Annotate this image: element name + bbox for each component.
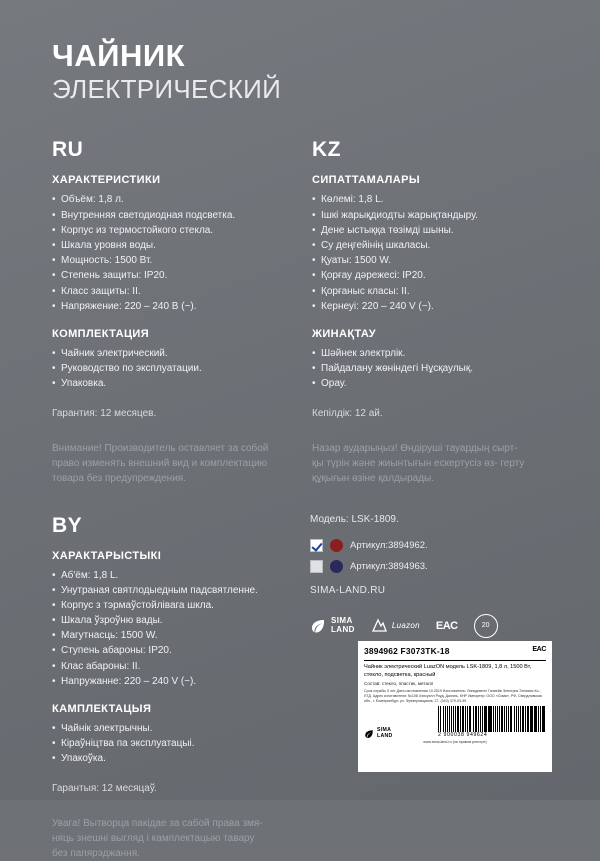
by-warranty: Гарантыя: 12 месяцаў. (52, 782, 157, 794)
article-label: Артикул:3894963. (350, 560, 428, 572)
label-materials: Состав: стекло, пластик, металл (364, 681, 434, 687)
list-item: • Класс защиты: II. (52, 284, 294, 299)
website-url: SIMA-LAND.RU (310, 584, 386, 596)
lang-heading-by: BY (52, 513, 83, 537)
list-item: • Қорғаныс класы: II. (312, 284, 536, 299)
by-spec-list (52, 568, 292, 690)
list-item: • Су деңгейінің шкаласы. (312, 238, 536, 253)
list-item: • Корпус из термостойкого стекла. (52, 223, 294, 238)
by-kit-list (52, 721, 292, 767)
color-swatch-blue (330, 560, 343, 573)
label-fine-print: Срок службы 5 лет Дата изготовления 10.2019 Изготовитель: Линкдевелл Галвейв Электрик Эплианс Ко., ЛТД. Адрес изготовителя: №108 Хэнсуэлл Роуд, Далянь, КНР Импортер: ООО «Сима», РФ, Свердловская обл., г. Екатеринбург, ул. Фрезеровщиков, 27, (343) 379-03-95 (364, 689, 542, 703)
kz-kit-list (312, 346, 536, 392)
kz-spec-list (312, 192, 536, 314)
leaf-icon (310, 618, 326, 634)
kz-spec-heading: СИПАТТАМАЛАРЫ (312, 174, 421, 187)
list-item: • Шкала уровня воды. (52, 238, 294, 253)
list-item: • Корпус з тэрмаўстойлівага шкла. (52, 598, 292, 613)
list-item: • Пайдалану жөніндегі Нұсқаулық. (312, 361, 536, 376)
color-option-row[interactable] (310, 560, 552, 573)
recycle-icon: 20 (474, 614, 498, 638)
luazon-logo-text: Luazon (391, 621, 420, 630)
list-item: • Көлемі: 1,8 L. (312, 192, 536, 207)
sima-logo-line2: LAND (331, 624, 355, 634)
barcode-bars (438, 706, 546, 732)
checkbox-checked-icon[interactable] (310, 539, 323, 552)
list-item: • Чайнік электрычны. (52, 721, 292, 736)
label-brand-text (377, 728, 393, 739)
list-item: • Аб'ём: 1,8 L. (52, 568, 292, 583)
color-swatch-red (330, 539, 343, 552)
divider (364, 660, 546, 661)
list-item: • Руководство по эксплуатации. (52, 361, 294, 376)
luazon-mark-icon (371, 618, 388, 633)
sima-logo-line1: SIMA (331, 616, 353, 626)
color-option-row[interactable] (310, 539, 552, 552)
list-item: • Қуаты: 1500 W. (312, 253, 536, 268)
logo-row (310, 614, 552, 638)
label-footer (364, 706, 546, 739)
barcode (438, 706, 546, 739)
by-warning: Увага! Вытворца пакідае за сабой права змя- няць знешні выгляд і камплектацыю тавару без папярэджання. (52, 817, 263, 859)
barcode-number: 2 900038 949624 (438, 732, 488, 739)
leaf-icon (364, 729, 374, 739)
product-sticker-label (358, 641, 552, 772)
list-item: • Объём: 1,8 л. (52, 192, 294, 207)
list-item: • Қорғау дәрежесі: IP20. (312, 268, 536, 283)
list-item: • Шәйнек электрлік. (312, 346, 536, 361)
label-brand-line2: LAND (377, 732, 393, 739)
ru-spec-list (52, 192, 294, 314)
label-brand-line1: SIMA (377, 727, 392, 734)
label-eac-icon: EAC (532, 646, 546, 653)
list-item: • Внутренняя светодиодная подсветка. (52, 208, 294, 223)
list-item: • Клас абароны: II. (52, 659, 292, 674)
kz-warranty: Кепілдік: 12 ай. (312, 407, 383, 419)
ru-kit-heading: КОМПЛЕКТАЦИЯ (52, 327, 150, 340)
label-url: www.sima-land.ru (на правом реестре) (423, 740, 487, 745)
column-kz (294, 138, 536, 485)
ru-kit-list (52, 346, 294, 392)
list-item: • Дене ыстыққа төзімді шыны. (312, 223, 536, 238)
column-ru (52, 138, 294, 485)
label-sku: 3894962 F3073TK-18 (364, 646, 450, 656)
article-label: Артикул:3894962. (350, 539, 428, 551)
list-item: • Ішкі жарықдиодты жарықтандыру. (312, 208, 536, 223)
label-sima-land-logo (364, 728, 393, 739)
lang-heading-ru: RU (52, 138, 84, 162)
sima-land-logo (310, 617, 355, 634)
ru-warning: Внимание! Производитель оставляет за собой право изменять внешний вид и комплектацию товара без предупреждения. (52, 442, 269, 484)
label-header (364, 646, 546, 657)
list-item: • Степень защиты: IP20. (52, 268, 294, 283)
list-item: • Шкала ўзроўню вады. (52, 613, 292, 628)
kz-warning: Назар аударыңыз! Өндіруші тауардың сырт- қы түрін және жиынтығын ескертусіз өз- герту құқығын өзіне қалдырады. (312, 442, 525, 484)
lang-heading-kz: KZ (312, 138, 341, 162)
ru-spec-heading: ХАРАКТЕРИСТИКИ (52, 174, 161, 187)
list-item: • Мощность: 1500 Вт. (52, 253, 294, 268)
title-line-1: ЧАЙНИК (52, 38, 186, 73)
list-item: • Магутнасць: 1500 W. (52, 628, 292, 643)
title-line-2: ЭЛЕКТРИЧЕСКИЙ (52, 73, 282, 104)
list-item: • Унутраная святлодыедным падсвятленне. (52, 583, 292, 598)
list-item: • Напряжение: 220 – 240 В (~). (52, 299, 294, 314)
sima-land-logo-text (331, 617, 355, 634)
by-kit-heading: КАМПЛЕКТАЦЫЯ (52, 703, 152, 715)
language-columns-top (52, 138, 552, 485)
list-item: • Орау. (312, 376, 536, 391)
eac-mark-icon: EAC (435, 619, 458, 632)
by-spec-heading: ХАРАКТАРЫСТЫКІ (52, 549, 162, 562)
kz-kit-heading: ЖИНАҚТАУ (312, 327, 377, 340)
list-item: • Упакоўка. (52, 751, 292, 766)
list-item: • Напружанне: 220 – 240 V (~). (52, 674, 292, 689)
column-by (52, 514, 292, 861)
list-item: • Кернеуі: 220 – 240 V (~). (312, 299, 536, 314)
luazon-logo (371, 618, 420, 633)
label-description: Чайник электрический LuazON модель LSK-1809, 1,8 л, 1500 Вт, стекло, подсветка, красный (364, 664, 532, 678)
checkbox-unchecked-icon[interactable] (310, 560, 323, 573)
list-item: • Кіраўніцтва па эксплуатацыі. (52, 736, 292, 751)
ru-warranty: Гарантия: 12 месяцев. (52, 407, 157, 419)
list-item: • Чайник электрический. (52, 346, 294, 361)
list-item: • Упаковка. (52, 376, 294, 391)
page-title (52, 40, 552, 104)
list-item: • Ступень абароны: IP20. (52, 643, 292, 658)
model-line: Модель: LSK-1809. (310, 513, 399, 525)
